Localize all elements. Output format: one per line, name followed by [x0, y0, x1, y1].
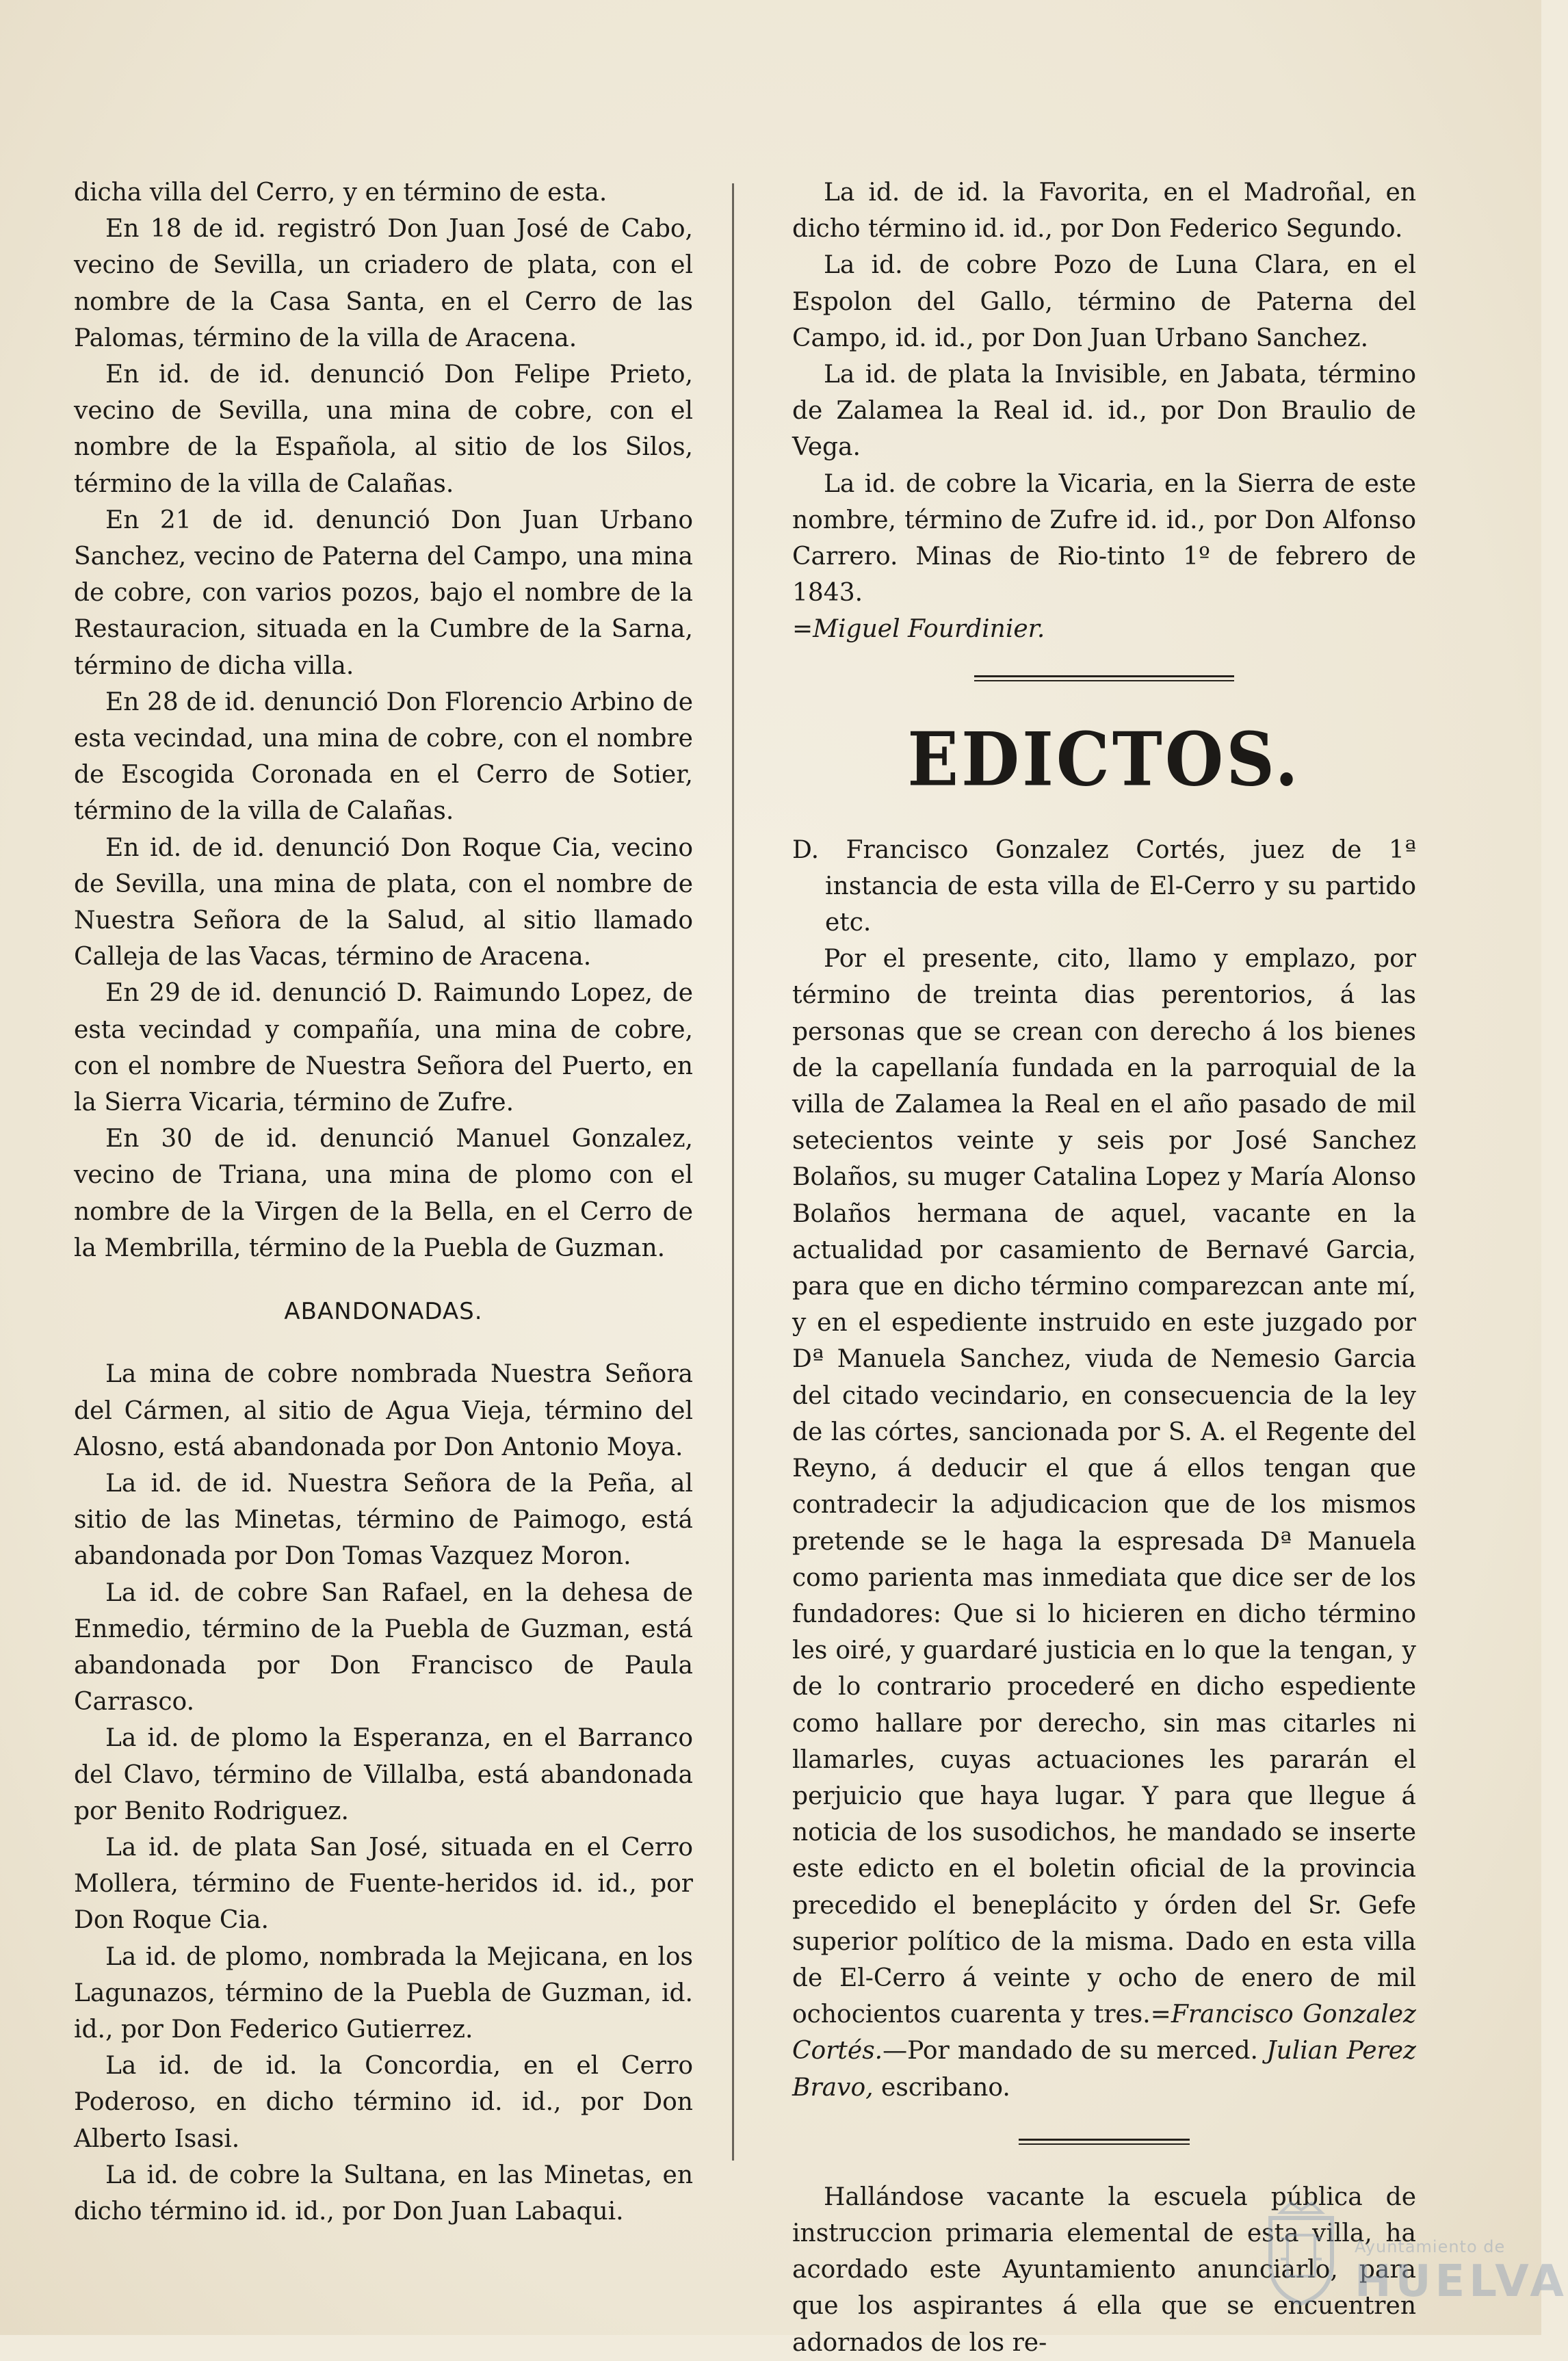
left-paragraph-7: En 30 de id. denunció Manuel Gonzalez, vecino de Triana, una mina de plomo con el nombre de la Virgen de la Bella, en el Cerro de la Membrilla, término de la Puebla de Guzman.: [74, 1125, 693, 1262]
watermark-big-text: HUELVA: [1355, 2256, 1568, 2307]
left-paragraph-6: En 29 de id. denunció D. Raimundo Lopez, de esta vecindad y compañía, una mina de cobre, con el nombre de Nuestra Señora del Puerto, en la Sierra Vicaria, término de Zufre.: [74, 979, 693, 1117]
rule-line-bottom: [974, 680, 1234, 681]
edicto-signature-judge: =Francisco Gonzalez Cortés.: [792, 2000, 1416, 2065]
coat-of-arms-icon: [1260, 2197, 1342, 2307]
column-divider: [732, 183, 734, 2161]
right-paragraph-0: La id. de id. la Favorita, en el Madroñal, en dicho término id. id., por Don Federico Segundo.: [792, 179, 1416, 244]
fourdinier-signature: =Miguel Fourdinier.: [792, 615, 1045, 644]
left-paragraph-0: dicha villa del Cerro, y en término de esta.: [74, 179, 607, 207]
right-paragraph-3: La id. de cobre la Vicaria, en la Sierra de este nombre, término de Zufre id. id., por Don Alfonso Carrero. Minas de Rio-tinto 1º de febrero de 1843.: [792, 469, 1416, 608]
left-paragraph-5: En id. de id. denunció Don Roque Cia, vecino de Sevilla, una mina de plata, con el nombre de Nuestra Señora de la Salud, al sitio llamado Calleja de las Vacas, término de Aracena.: [74, 833, 693, 971]
huelva-watermark: [1252, 2189, 1568, 2319]
left-paragraph-3: En 21 de id. denunció Don Juan Urbano Sanchez, vecino de Paterna del Campo, una mina de cobre, con varios pozos, bajo el nombre de la Restauracion, situada en la Cumbre de la Sarna, término de dicha villa.: [74, 506, 693, 680]
left-column: [74, 174, 693, 2230]
right-paragraph-2: La id. de plata la Invisible, en Jabata, término de Zalamea la Real id. id., por Don Braulio de Vega.: [792, 361, 1416, 462]
edicto-header: D. Francisco Gonzalez Cortés, juez de 1ª instancia de esta villa de El-Cerro y su partido etc.: [792, 835, 1416, 937]
short-rule-line-bottom: [1019, 2143, 1190, 2145]
abandonadas-heading: ABANDONADAS.: [284, 1298, 483, 1326]
abandonada-paragraph-5: La id. de plomo, nombrada la Mejicana, en los Lagunazos, término de la Puebla de Guzman, id. id., por Don Federico Gutierrez.: [74, 1942, 693, 2044]
escuela-paragraph: Hallándose vacante la escuela pública de instruccion primaria elemental de esta villa, ha acordado este Ayuntamiento anunciarlo, para que los aspirantes á ella que se encuentren adornados de los re-: [792, 2182, 1416, 2357]
abandonada-paragraph-2: La id. de cobre San Rafael, en la dehesa de Enmedio, término de la Puebla de Guzman, está abandonada por Don Francisco de Paula Carrasco.: [74, 1578, 693, 1717]
right-column: [792, 174, 1416, 2361]
abandonada-paragraph-3: La id. de plomo la Esperanza, en el Barranco del Clavo, término de Villalba, está abandonada por Benito Rodriguez.: [74, 1724, 693, 1825]
abandonada-paragraph-7: La id. de cobre la Sultana, en las Minetas, en dicho término id. id., por Don Juan Labaqui.: [74, 2161, 693, 2226]
edicto-body-text: Por el presente, cito, llamo y emplazo, por término de treinta dias perentorios, á las personas que se crean con derecho á los bienes de la capellanía fundada en la parroquial de la villa de Zalamea la Real en el año pasado de mil setecientos veinte y seis por José Sanchez Bolaños, su muger Catalina Lopez y María Alonso Bolaños hermana de aquel, vacante en la actualidad por casamiento de Bernavé Garcia, para que en dicho término comparezcan ante mí, y en el espediente instruido en este juzgado por Dª Manuela Sanchez, viuda de Nemesio Garcia del citado vecindario, en consecuencia de la ley de las córtes, sancionada por S. A. el Regente del Reyno, á deducir el que á ellos tengan que contradecir la adjudicacion que de los mismos pretende se le haga la espresada Dª Manuela como parienta mas inmediata que dice ser de los fundadores: Que si lo hicieren en dicho término les oiré, y guardaré justicia en lo que la tengan, y de lo contrario procederé en dicho espediente como hallare por derecho, sin mas citarles ni llamarles, cuyas actuaciones les pararán el perjuicio que haya lugar. Y para que llegue á noticia de los susodichos, he mandado se inserte este edicto en el boletin oficial de la provincia precedido el beneplácito y órden del Sr. Gefe superior político de la misma. Dado en esta villa de El-Cerro á veinte y ocho de enero de mil ochocientos cuarenta y tres.: [792, 945, 1416, 2029]
edictos-title: EDICTOS.: [907, 716, 1301, 803]
short-double-rule: [1019, 2139, 1190, 2145]
edicto-body: [792, 941, 1416, 2106]
double-rule: [974, 675, 1234, 681]
short-rule-line-top: [1019, 2139, 1190, 2141]
abandonada-paragraph-6: La id. de id. la Concordia, en el Cerro Poderoso, en dicho término id. id., por Don Alberto Isasi.: [74, 2052, 693, 2153]
abandonada-paragraph-4: La id. de plata San José, situada en el Cerro Mollera, término de Fuente-heridos id. id., por Don Roque Cia.: [74, 1833, 693, 1935]
abandonada-paragraph-0: La mina de cobre nombrada Nuestra Señora del Cármen, al sitio de Agua Vieja, término del Alosno, está abandonada por Don Antonio Moya.: [74, 1360, 693, 1461]
abandonada-paragraph-1: La id. de id. Nuestra Señora de la Peña, al sitio de las Minetas, término de Paimogo, está abandonada por Don Tomas Vazquez Moron.: [74, 1469, 693, 1571]
left-paragraph-4: En 28 de id. denunció Don Florencio Arbino de esta vecindad, una mina de cobre, con el nombre de Escogida Coronada en el Cerro de Sotier, término de la villa de Calañas.: [74, 688, 693, 826]
edicto-signature-mandate: —Por mandado de su merced.: [883, 2037, 1258, 2065]
watermark-small-text: Ayuntamiento de: [1355, 2237, 1506, 2256]
left-paragraph-1: En 18 de id. registró Don Juan José de Cabo, vecino de Sevilla, un criadero de plata, con el nombre de la Casa Santa, en el Cerro de las Palomas, término de la villa de Aracena.: [74, 215, 693, 352]
rule-line-top: [974, 675, 1234, 677]
right-paragraph-1: La id. de cobre Pozo de Luna Clara, en el Espolon del Gallo, término de Paterna del Campo, id. id., por Don Juan Urbano Sanchez.: [792, 251, 1416, 352]
edicto-signature-title: escribano.: [873, 2073, 1010, 2102]
left-paragraph-2: En id. de id. denunció Don Felipe Prieto, vecino de Sevilla, una mina de cobre, con el nombre de la Española, al sitio de los Silos, término de la villa de Calañas.: [74, 361, 693, 498]
edicto-signature-clerk: Julian Perez Bravo,: [792, 2037, 1416, 2102]
